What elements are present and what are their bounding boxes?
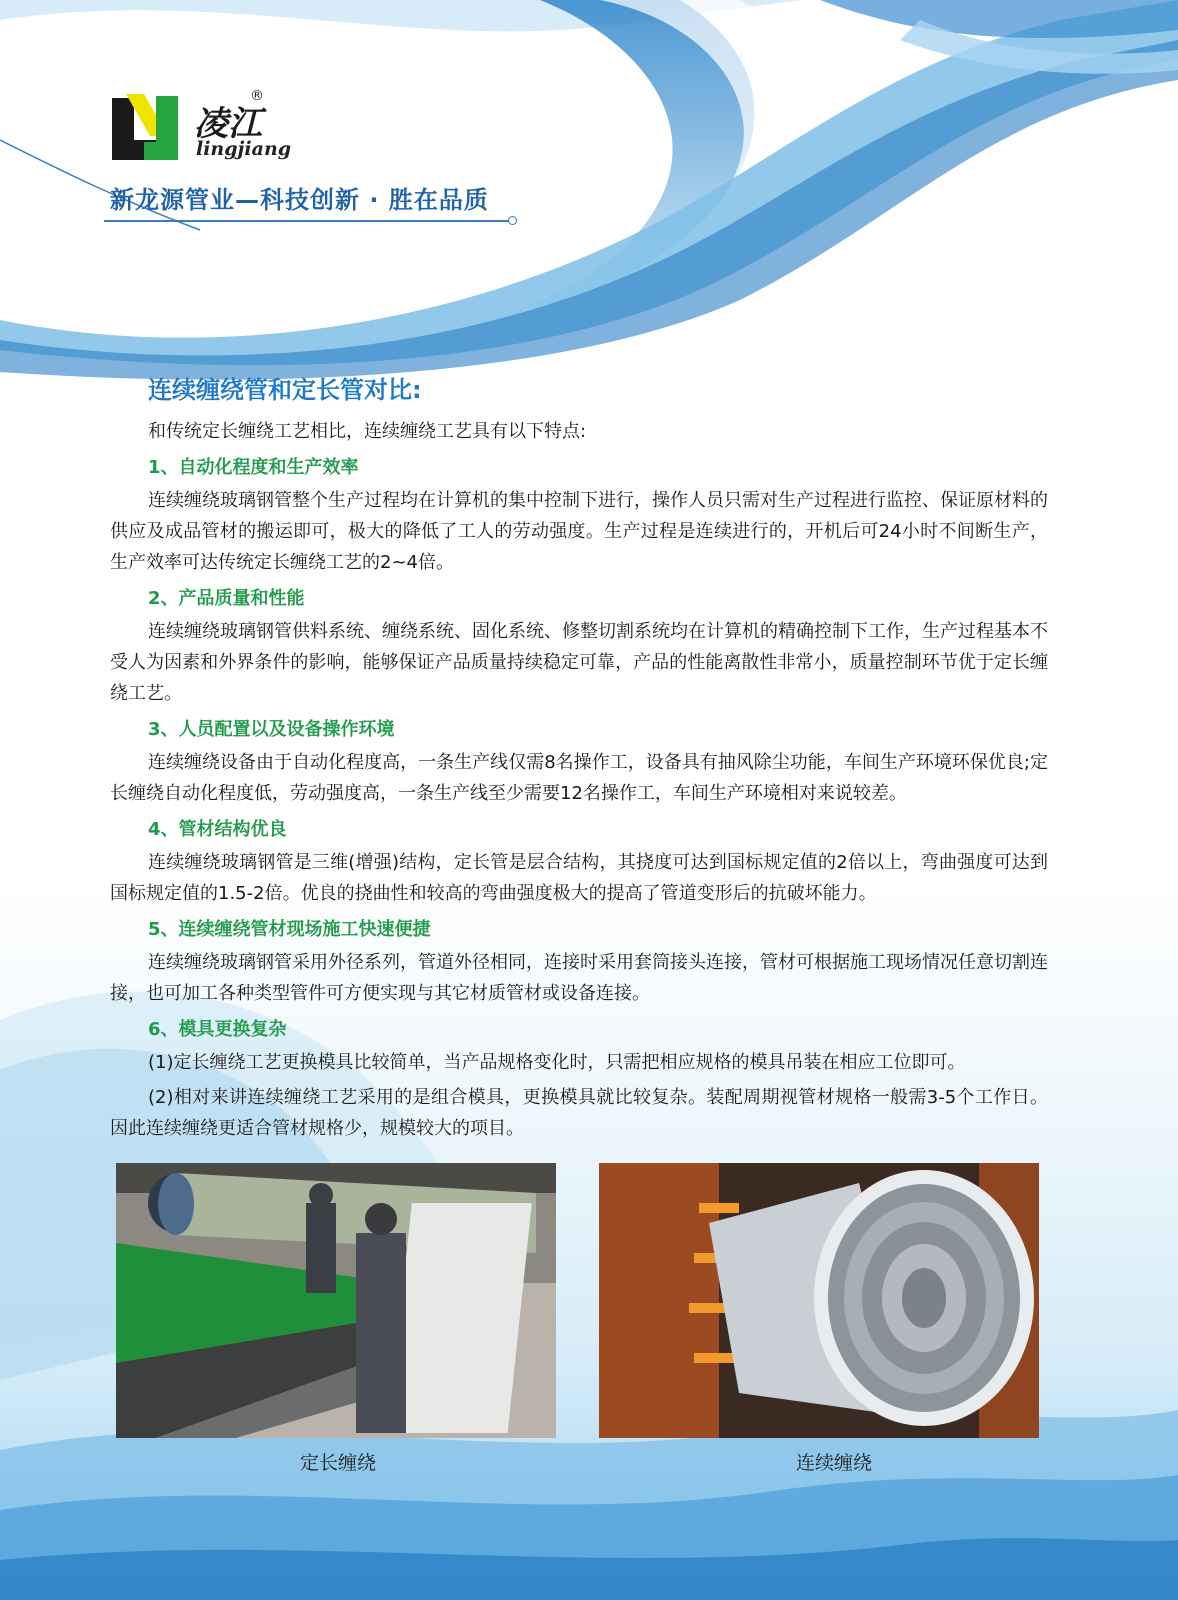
section-heading-2: 2、产品质量和性能 — [148, 588, 305, 609]
section-paragraph-2: 连续缠绕玻璃钢管供料系统、缠绕系统、固化系统、修整切割系统均在计算机的精确控制下工作，生产过程基本不受人为因素和外界条件的影响，能够保证产品质量持续稳定可靠，产品的性能离散性非常小，质量控制环节优于定长缠绕工艺。 — [110, 621, 1048, 704]
article-title: 连续缠绕管和定长管对比: — [148, 376, 422, 404]
section-paragraph-1: 连续缠绕玻璃钢管整个生产过程均在计算机的集中控制下进行，操作人员只需对生产过程进行监控、保证原材料的供应及成品管材的搬运即可，极大的降低了工人的劳动强度。生产过程是连续进行的，开机后可24小时不间断生产，生产效率可达传统定长缠绕工艺的2~4倍。 — [110, 490, 1048, 573]
brand-name-cn: 凌江 — [194, 104, 262, 144]
registered-mark: ® — [250, 88, 264, 104]
brand-name-en: lingjiang — [196, 138, 292, 160]
slogan-underline — [104, 220, 512, 222]
section-paragraph-6b: (2)相对来讲连续缠绕工艺采用的是组合模具，更换模具就比较复杂。装配周期视管材规格一般需3-5个工作日。因此连续缠绕更适合管材规格少，规模较大的项目。 — [110, 1087, 1048, 1139]
article-intro: 和传统定长缠绕工艺相比，连续缠绕工艺具有以下特点: — [148, 421, 587, 442]
slogan-underline-dot — [508, 216, 517, 225]
section-heading-5: 5、连续缠绕管材现场施工快速便捷 — [148, 919, 431, 940]
photo-caption-fixed-length: 定长缠绕 — [300, 1452, 377, 1474]
photo-continuous-winding — [599, 1163, 1039, 1438]
company-slogan: 新龙源管业—科技创新 · 胜在品质 — [110, 186, 489, 214]
section-paragraph-3: 连续缠绕设备由于自动化程度高，一条生产线仅需8名操作工，设备具有抽风除尘功能，车间生产环境环保优良;定长缠绕自动化程度低，劳动强度高，一条生产线至少需要12名操作工，车间生产环境相对来说较差。 — [110, 752, 1048, 804]
section-paragraph-5: 连续缠绕玻璃钢管采用外径系列，管道外径相同，连接时采用套筒接头连接，管材可根据施工现场情况任意切割连接，也可加工各种类型管件可方便实现与其它材质管材或设备连接。 — [110, 952, 1048, 1004]
photo-caption-continuous: 连续缠绕 — [796, 1452, 873, 1474]
section-heading-6: 6、模具更换复杂 — [148, 1019, 287, 1040]
section-heading-3: 3、人员配置以及设备操作环境 — [148, 719, 395, 740]
section-paragraph-6a: (1)定长缠绕工艺更换模具比较简单，当产品规格变化时，只需把相应规格的模具吊装在相应工位即可。 — [148, 1052, 966, 1073]
section-paragraph-4: 连续缠绕玻璃钢管是三维(增强)结构，定长管是层合结构，其挠度可达到国标规定值的2倍以上，弯曲强度可达到国标规定值的1.5-2倍。优良的挠曲性和较高的弯曲强度极大的提高了管道变形后的抗破坏能力。 — [110, 852, 1048, 904]
photo-fixed-length-winding — [116, 1163, 556, 1438]
article-body — [110, 372, 1048, 1148]
section-heading-1: 1、自动化程度和生产效率 — [148, 457, 359, 478]
section-heading-4: 4、管材结构优良 — [148, 819, 287, 840]
